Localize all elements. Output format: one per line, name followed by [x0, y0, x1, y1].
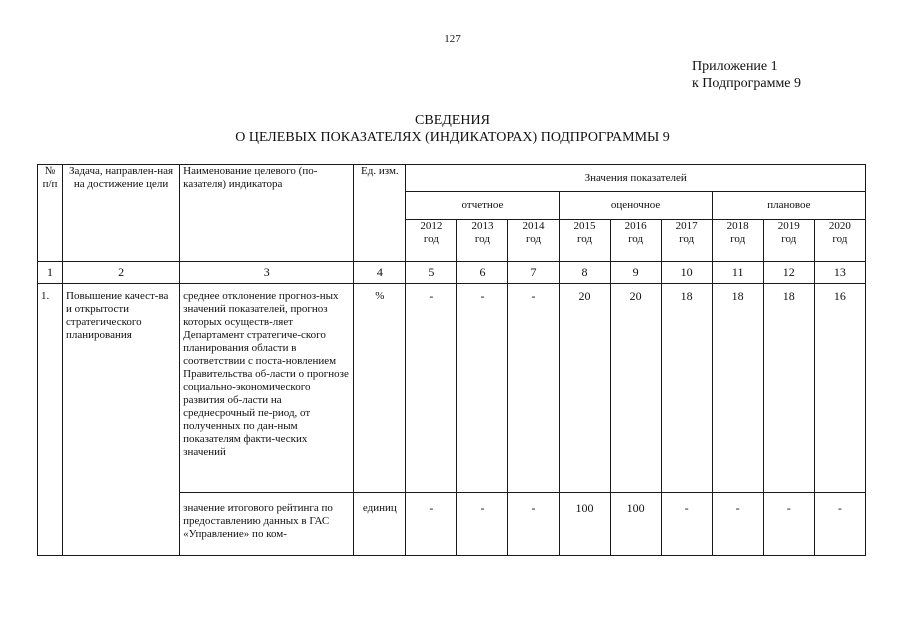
column-number: 10	[661, 262, 712, 284]
row-indicator-cell: среднее отклонение прогноз-ных значений показателей, прогноз которых осуществ-ляет Департамент стратегиче-ского планирования области в соответствии с поста-новлением Правительства об-ласти о прогнозе социально-экономического развития об-ласти на среднесрочный пе-риод, от полученных по дан-ным показателям факти-ческих значений	[180, 284, 354, 493]
column-number: 6	[457, 262, 508, 284]
header-group-reported: отчетное	[406, 192, 559, 220]
value-cell-2012: -	[406, 493, 457, 556]
column-number: 11	[712, 262, 763, 284]
appendix-line-1: Приложение 1	[692, 59, 778, 74]
value-cell-2015: 100	[559, 493, 610, 556]
header-values: Значения показателей	[406, 165, 866, 192]
header-year-2015: 2015 год	[559, 220, 610, 262]
value-cell-2016: 100	[610, 493, 661, 556]
header-year-2019: 2019 год	[763, 220, 814, 262]
column-number: 1	[38, 262, 63, 284]
header-year-2017: 2017 год	[661, 220, 712, 262]
column-number: 5	[406, 262, 457, 284]
row-num-cell: 1.	[38, 284, 63, 556]
header-unit: Ед. изм.	[354, 165, 406, 262]
table-row	[38, 284, 866, 493]
header-year-2016: 2016 год	[610, 220, 661, 262]
column-number: 12	[763, 262, 814, 284]
appendix-line-2: к Подпрограмме 9	[692, 76, 802, 91]
title-line-1: СВЕДЕНИЯ	[415, 113, 490, 128]
value-cell-2020: -	[814, 493, 865, 556]
row-task-cell: Повышение качест-ва и открытости стратегического планирования	[63, 284, 180, 556]
title-line-2: О ЦЕЛЕВЫХ ПОКАЗАТЕЛЯХ (ИНДИКАТОРАХ) ПОДПРОГРАММЫ 9	[235, 130, 670, 145]
column-number: 13	[814, 262, 865, 284]
value-cell-2014: -	[508, 493, 559, 556]
row-indicator-cell: значение итогового рейтинга по предоставлению данных в ГАС «Управление» по ком-	[180, 493, 354, 556]
value-cell-2017: 18	[661, 284, 712, 493]
row-unit-cell: %	[354, 284, 406, 493]
value-cell-2014: -	[508, 284, 559, 493]
indicators-table	[37, 164, 866, 556]
header-year-2014: 2014 год	[508, 220, 559, 262]
column-number: 8	[559, 262, 610, 284]
document-title	[0, 112, 905, 146]
header-group-planned: плановое	[712, 192, 865, 220]
value-cell-2013: -	[457, 284, 508, 493]
header-year-2013: 2013 год	[457, 220, 508, 262]
column-number: 3	[180, 262, 354, 284]
value-cell-2020: 16	[814, 284, 865, 493]
header-year-2020: 2020 год	[814, 220, 865, 262]
appendix-note	[692, 58, 801, 92]
value-cell-2012: -	[406, 284, 457, 493]
header-year-2018: 2018 год	[712, 220, 763, 262]
header-indicator: Наименование целевого (по-казателя) индикатора	[180, 165, 354, 262]
value-cell-2019: -	[763, 493, 814, 556]
value-cell-2016: 20	[610, 284, 661, 493]
value-cell-2018: -	[712, 493, 763, 556]
column-numbers-row	[38, 262, 866, 284]
header-group-estimated: оценочное	[559, 192, 712, 220]
value-cell-2019: 18	[763, 284, 814, 493]
row-unit-cell: единиц	[354, 493, 406, 556]
value-cell-2015: 20	[559, 284, 610, 493]
header-year-2012: 2012 год	[406, 220, 457, 262]
column-number: 9	[610, 262, 661, 284]
value-cell-2013: -	[457, 493, 508, 556]
value-cell-2017: -	[661, 493, 712, 556]
column-number: 2	[63, 262, 180, 284]
column-number: 4	[354, 262, 406, 284]
page-number: 127	[444, 33, 461, 45]
value-cell-2018: 18	[712, 284, 763, 493]
header-row-1	[38, 165, 866, 192]
column-number: 7	[508, 262, 559, 284]
header-num: № п/п	[38, 165, 63, 262]
header-task: Задача, направлен-ная на достижение цели	[63, 165, 180, 262]
